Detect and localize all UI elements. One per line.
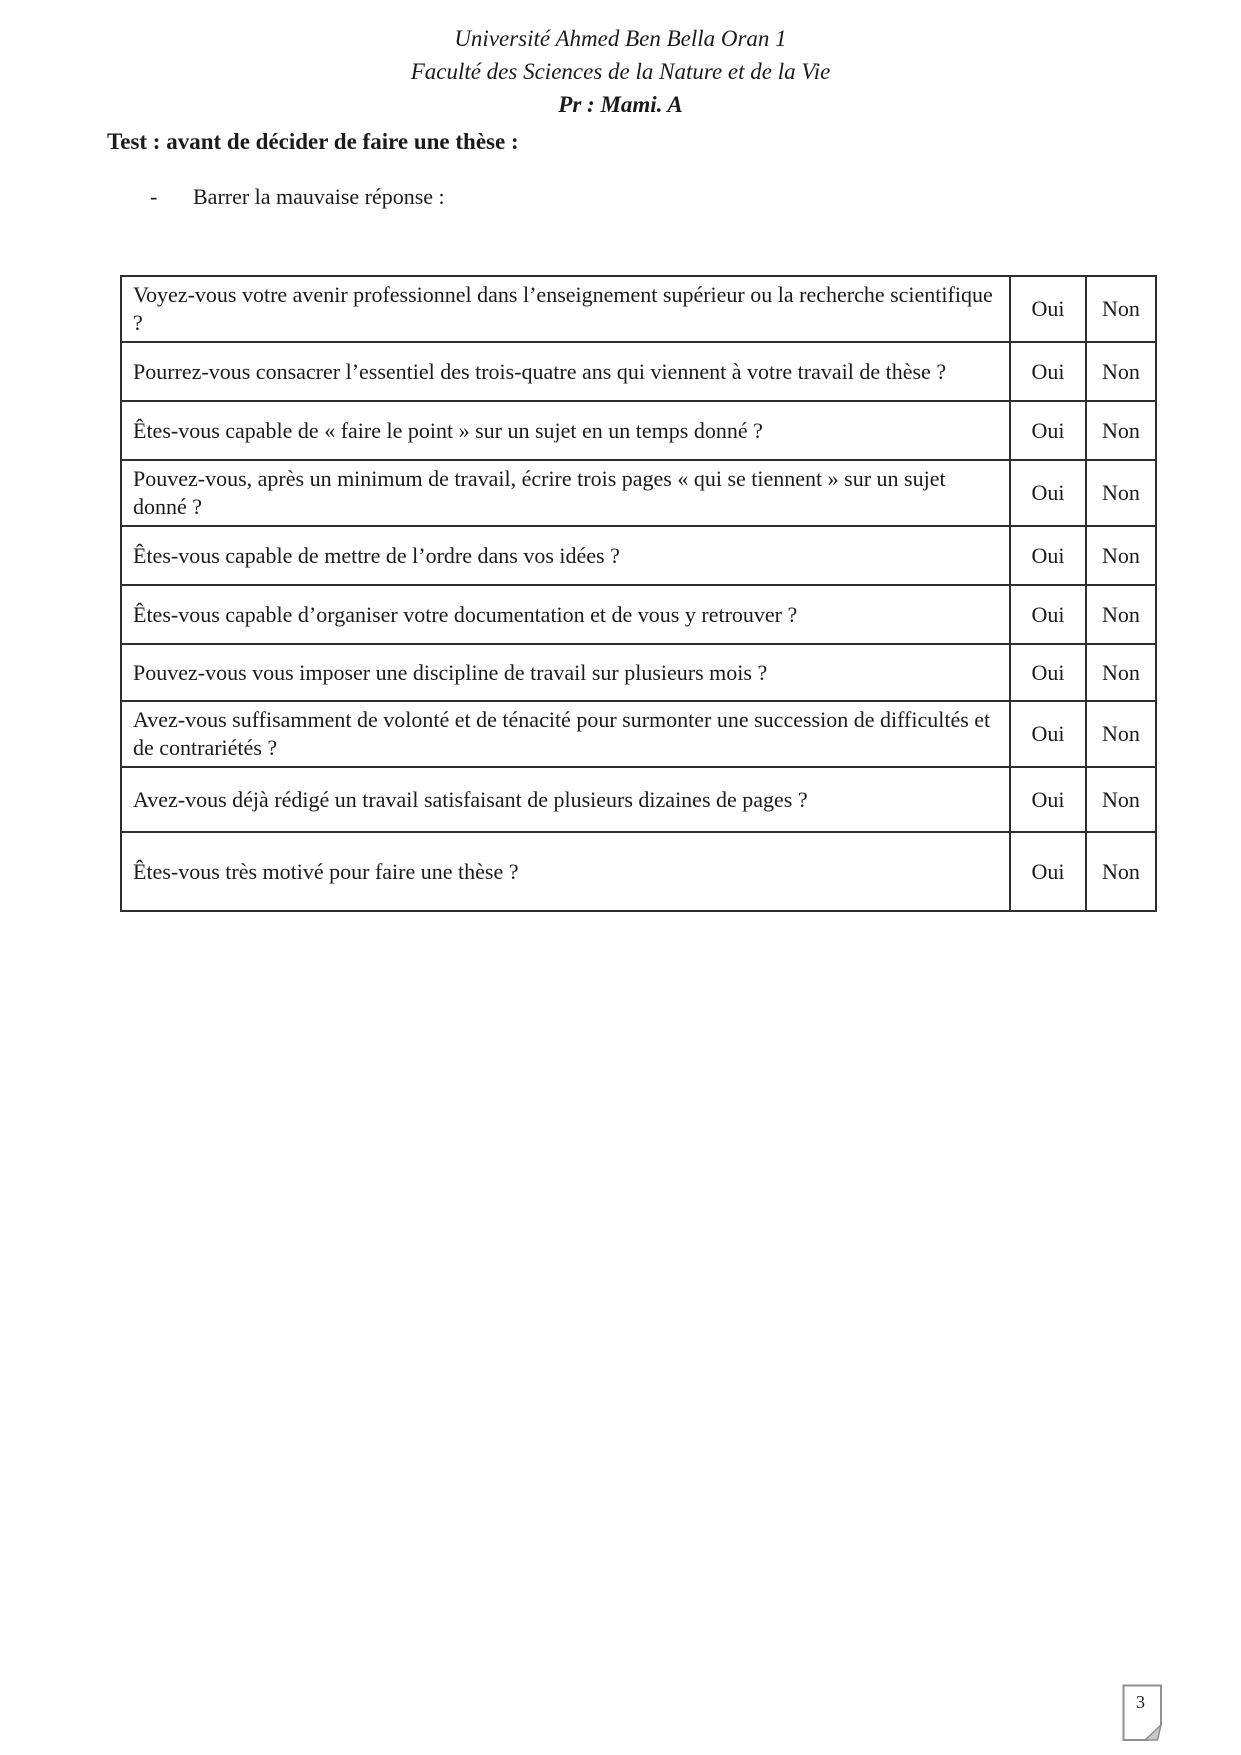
non-cell: Non [1086,276,1156,342]
oui-cell: Oui [1010,585,1086,644]
page-number: 3 [1136,1692,1145,1712]
bullet-dash: - [150,184,158,209]
question-cell: Pouvez-vous, après un minimum de travail, écrire trois pages « qui se tiennent » sur un sujet donné ? [121,460,1010,526]
table-row [121,460,1156,526]
question-cell: Êtes-vous capable d’organiser votre documentation et de vous y retrouver ? [121,585,1010,644]
oui-cell: Oui [1010,832,1086,911]
header-university: Université Ahmed Ben Bella Oran 1 [454,26,787,51]
oui-cell: Oui [1010,526,1086,585]
header-professor: Pr : Mami. A [558,92,683,117]
non-cell: Non [1086,342,1156,401]
non-cell: Non [1086,526,1156,585]
oui-cell: Oui [1010,401,1086,460]
table-row [121,701,1156,767]
instruction-line [150,183,445,211]
header-faculty: Faculté des Sciences de la Nature et de la Vie [410,59,831,84]
non-cell: Non [1086,767,1156,832]
table-row [121,767,1156,832]
question-cell: Voyez-vous votre avenir professionnel dans l’enseignement supérieur ou la recherche scientifique ? [121,276,1010,342]
table-row [121,276,1156,342]
table-row [121,526,1156,585]
question-cell: Avez-vous déjà rédigé un travail satisfaisant de plusieurs dizaines de pages ? [121,767,1010,832]
question-cell: Pourrez-vous consacrer l’essentiel des trois-quatre ans qui viennent à votre travail de thèse ? [121,342,1010,401]
page-number-badge [1122,1684,1163,1742]
question-cell: Avez-vous suffisamment de volonté et de ténacité pour surmonter une succession de difficultés et de contrariétés ? [121,701,1010,767]
questionnaire-table-body [121,276,1156,911]
table-row [121,585,1156,644]
oui-cell: Oui [1010,701,1086,767]
question-cell: Pouvez-vous vous imposer une discipline de travail sur plusieurs mois ? [121,644,1010,701]
table-row [121,644,1156,701]
non-cell: Non [1086,701,1156,767]
non-cell: Non [1086,585,1156,644]
non-cell: Non [1086,460,1156,526]
page-title: Test : avant de décider de faire une thèse : [107,129,519,154]
questionnaire-table [120,275,1157,912]
question-cell: Êtes-vous capable de « faire le point » sur un sujet en un temps donné ? [121,401,1010,460]
table-row [121,342,1156,401]
table-row [121,401,1156,460]
document-header [0,22,1241,121]
oui-cell: Oui [1010,767,1086,832]
oui-cell: Oui [1010,342,1086,401]
oui-cell: Oui [1010,276,1086,342]
non-cell: Non [1086,401,1156,460]
instruction-text: Barrer la mauvaise réponse : [193,184,445,209]
table-row [121,832,1156,911]
oui-cell: Oui [1010,460,1086,526]
question-cell: Êtes-vous très motivé pour faire une thèse ? [121,832,1010,911]
oui-cell: Oui [1010,644,1086,701]
question-cell: Êtes-vous capable de mettre de l’ordre dans vos idées ? [121,526,1010,585]
non-cell: Non [1086,644,1156,701]
non-cell: Non [1086,832,1156,911]
